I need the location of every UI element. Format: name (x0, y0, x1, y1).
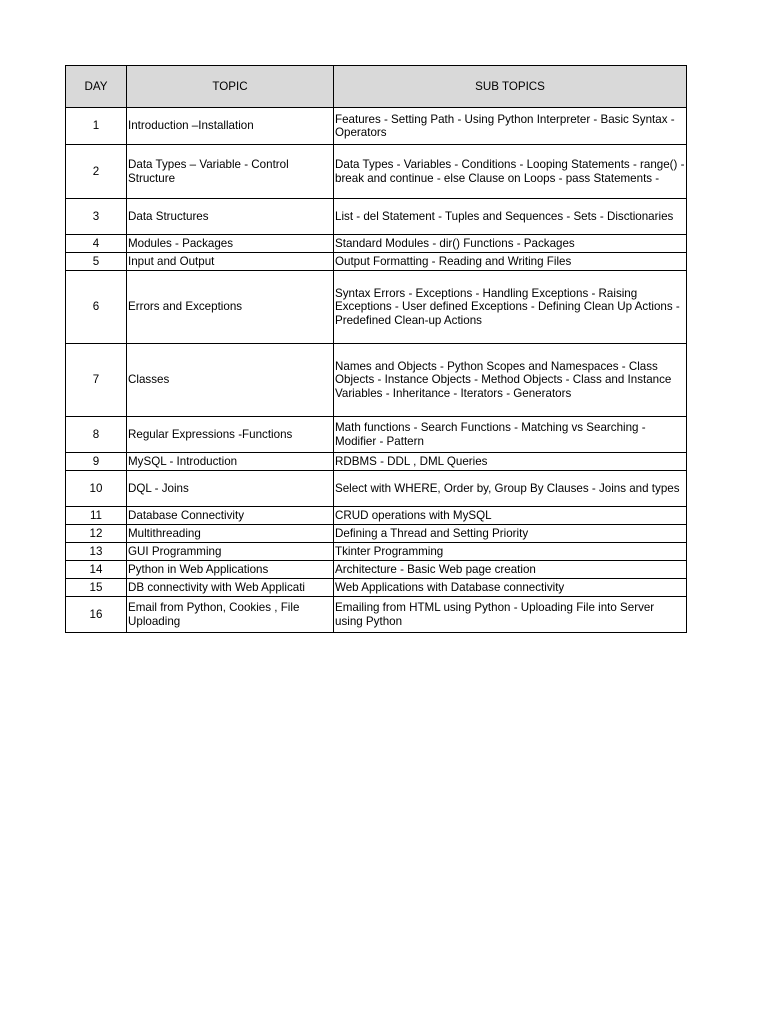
table-row (66, 235, 687, 253)
table-row (66, 453, 687, 471)
table-row (66, 561, 687, 579)
day-cell: 5 (66, 253, 127, 271)
table-row (66, 199, 687, 235)
sub-topics-cell: Tkinter Programming (334, 543, 687, 561)
sub-topics-cell: RDBMS - DDL , DML Queries (334, 453, 687, 471)
topic-cell: Python in Web Applications (127, 561, 334, 579)
topic-cell: MySQL - Introduction (127, 453, 334, 471)
day-cell: 3 (66, 199, 127, 235)
topic-cell: Classes (127, 344, 334, 417)
topic-cell: Errors and Exceptions (127, 271, 334, 344)
topic-cell: Modules - Packages (127, 235, 334, 253)
sub-topics-cell: Standard Modules - dir() Functions - Packages (334, 235, 687, 253)
day-cell: 14 (66, 561, 127, 579)
day-cell: 11 (66, 507, 127, 525)
sub-topics-cell: CRUD operations with MySQL (334, 507, 687, 525)
header-day: DAY (66, 66, 127, 108)
sub-topics-cell: Data Types - Variables - Conditions - Looping Statements - range() - break and continue - else Clause on Loops - pass Statements - (334, 145, 687, 199)
topic-cell: Regular Expressions -Functions (127, 417, 334, 453)
day-cell: 6 (66, 271, 127, 344)
table-row (66, 344, 687, 417)
table-row (66, 579, 687, 597)
topic-cell: Data Structures (127, 199, 334, 235)
sub-topics-cell: Names and Objects - Python Scopes and Namespaces - Class Objects - Instance Objects - Method Objects - Class and Instance Variables - Inheritance - Iterators - Generators (334, 344, 687, 417)
sub-topics-cell: List - del Statement - Tuples and Sequences - Sets - Disctionaries (334, 199, 687, 235)
topic-cell: GUI Programming (127, 543, 334, 561)
table-row (66, 525, 687, 543)
table-row (66, 597, 687, 633)
day-cell: 15 (66, 579, 127, 597)
topic-cell: Data Types – Variable - Control Structure (127, 145, 334, 199)
day-cell: 4 (66, 235, 127, 253)
day-cell: 9 (66, 453, 127, 471)
sub-topics-cell: Web Applications with Database connectivity (334, 579, 687, 597)
day-cell: 10 (66, 471, 127, 507)
header-topic: TOPIC (127, 66, 334, 108)
table-row (66, 417, 687, 453)
table-row (66, 108, 687, 145)
sub-topics-cell: Defining a Thread and Setting Priority (334, 525, 687, 543)
day-cell: 8 (66, 417, 127, 453)
day-cell: 7 (66, 344, 127, 417)
table-row (66, 543, 687, 561)
table-row (66, 145, 687, 199)
table-row (66, 507, 687, 525)
table-row (66, 271, 687, 344)
topic-cell: Input and Output (127, 253, 334, 271)
course-schedule-table (65, 65, 687, 633)
day-cell: 12 (66, 525, 127, 543)
topic-cell: Email from Python, Cookies , File Uploading (127, 597, 334, 633)
sub-topics-cell: Features - Setting Path - Using Python Interpreter - Basic Syntax - Operators (334, 108, 687, 145)
table-header-row (66, 66, 687, 108)
topic-cell: Database Connectivity (127, 507, 334, 525)
topic-cell: Multithreading (127, 525, 334, 543)
topic-cell: DQL - Joins (127, 471, 334, 507)
day-cell: 2 (66, 145, 127, 199)
table-row (66, 253, 687, 271)
sub-topics-cell: Output Formatting - Reading and Writing Files (334, 253, 687, 271)
sub-topics-cell: Syntax Errors - Exceptions - Handling Exceptions - Raising Exceptions - User defined Exceptions - Defining Clean Up Actions - Predefined Clean-up Actions (334, 271, 687, 344)
sub-topics-cell: Select with WHERE, Order by, Group By Clauses - Joins and types (334, 471, 687, 507)
day-cell: 16 (66, 597, 127, 633)
day-cell: 13 (66, 543, 127, 561)
table-row (66, 471, 687, 507)
topic-cell: Introduction –Installation (127, 108, 334, 145)
sub-topics-cell: Emailing from HTML using Python - Uploading File into Server using Python (334, 597, 687, 633)
day-cell: 1 (66, 108, 127, 145)
topic-cell: DB connectivity with Web Applicati (127, 579, 334, 597)
header-sub-topics: SUB TOPICS (334, 66, 687, 108)
sub-topics-cell: Architecture - Basic Web page creation (334, 561, 687, 579)
sub-topics-cell: Math functions - Search Functions - Matching vs Searching - Modifier - Pattern (334, 417, 687, 453)
